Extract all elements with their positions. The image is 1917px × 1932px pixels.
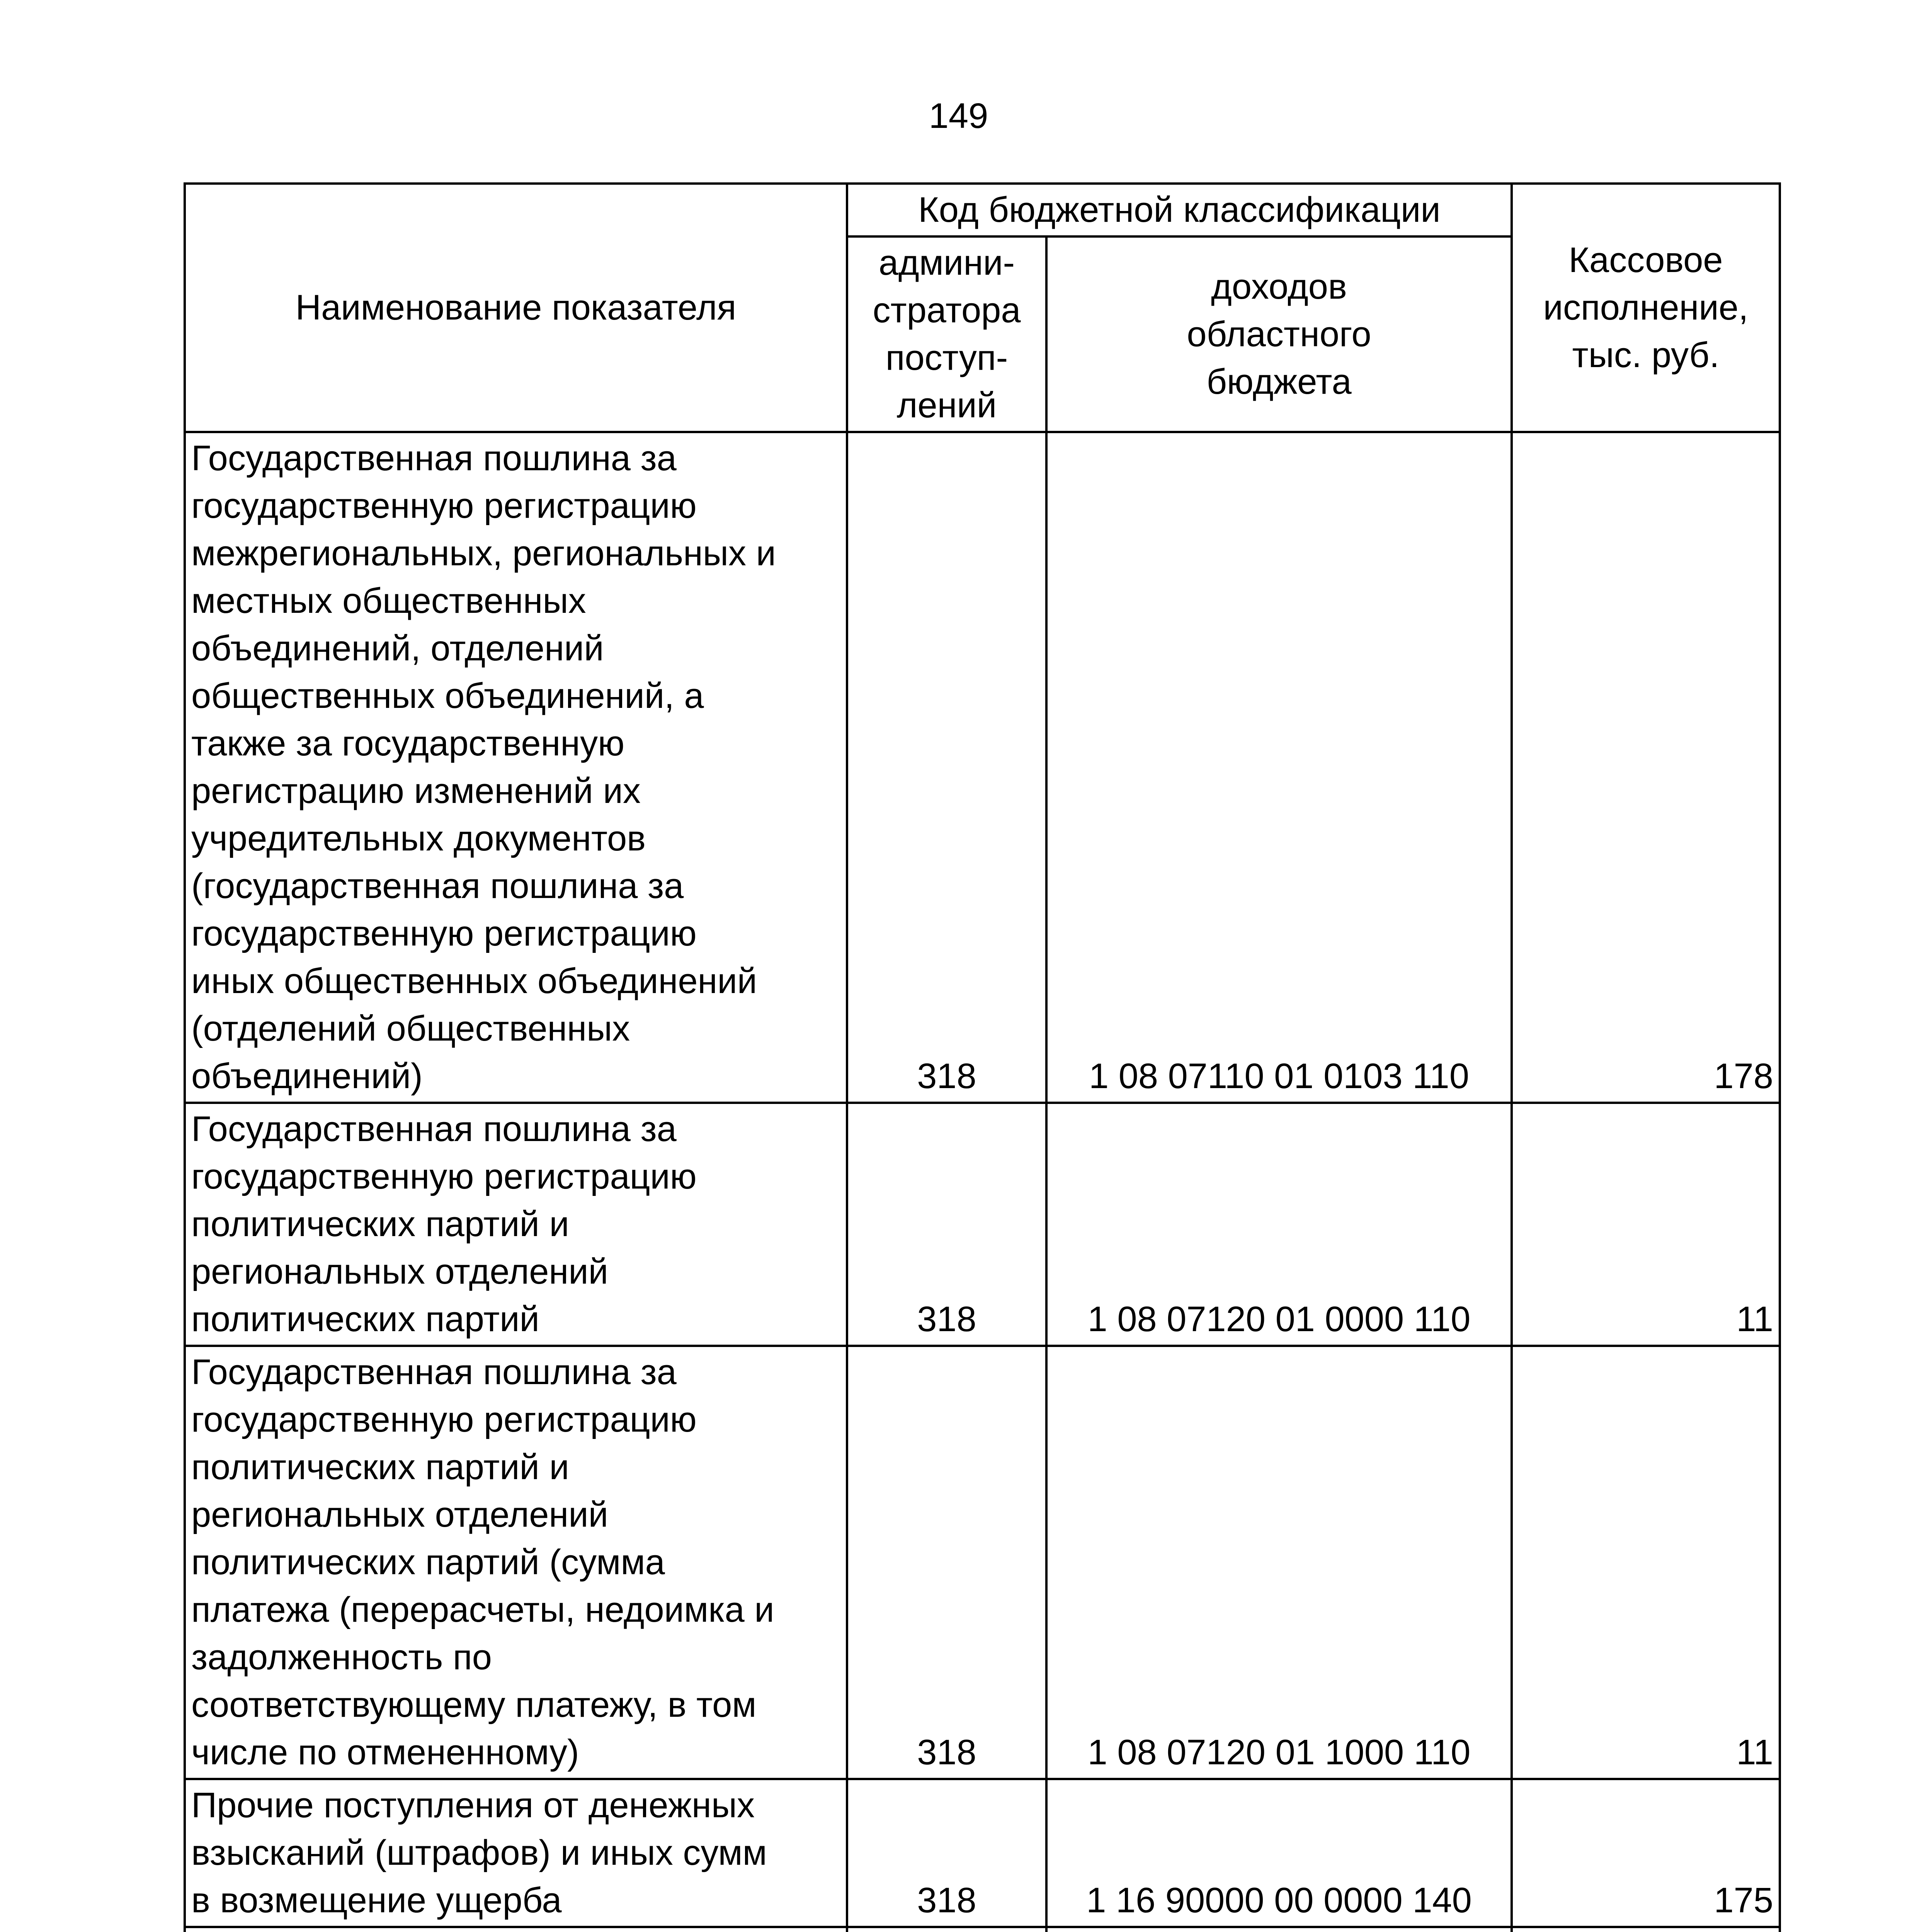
income-code-cell xyxy=(1046,1927,1512,1932)
indicator-name-line: политических партий и xyxy=(191,1447,569,1487)
table-body xyxy=(185,432,1780,1932)
indicator-name-line: учредительных документов xyxy=(191,819,646,858)
header-regional-income: доходов областного бюджета xyxy=(1046,236,1512,432)
indicator-name-line: Прочие поступления от денежных xyxy=(191,1786,755,1825)
indicator-name-line: объединений) xyxy=(191,1056,423,1096)
table-row xyxy=(185,432,1780,1103)
indicator-name-line: Государственная пошлина за xyxy=(191,1352,677,1392)
indicator-name-cell xyxy=(185,1346,847,1779)
indicator-name-line: местных общественных xyxy=(191,581,586,621)
indicator-name-line: государственную регистрацию xyxy=(191,1400,697,1439)
administrator-code-cell: 318 xyxy=(847,1103,1046,1346)
indicator-name-line: государственную регистрацию xyxy=(191,914,697,953)
header-cash-execution: Кассовое исполнение, тыс. руб. xyxy=(1512,184,1780,432)
indicator-name-line: межрегиональных, региональных и xyxy=(191,534,776,573)
indicator-name-line: в возмещение ущерба xyxy=(191,1881,562,1920)
administrator-code-cell: 318 xyxy=(847,1346,1046,1779)
indicator-name-line: (государственная пошлина за xyxy=(191,866,684,906)
indicator-name-cell xyxy=(185,1103,847,1346)
indicator-name-cell xyxy=(185,1927,847,1932)
indicator-name-line: также за государственную xyxy=(191,724,625,763)
indicator-name-line: (отделений общественных xyxy=(191,1009,630,1048)
indicator-name-line: Государственная пошлина за xyxy=(191,439,677,478)
header-indicator-name: Наименование показателя xyxy=(185,184,847,432)
indicator-name-cell xyxy=(185,1779,847,1927)
income-code-cell: 1 16 90000 00 0000 140 xyxy=(1046,1779,1512,1927)
cash-execution-cell: 178 xyxy=(1512,432,1780,1103)
budget-income-table xyxy=(184,182,1781,1932)
indicator-name-cell xyxy=(185,432,847,1103)
administrator-code-cell xyxy=(847,1927,1046,1932)
cash-execution-cell: 11 xyxy=(1512,1346,1780,1779)
indicator-name-line: государственную регистрацию xyxy=(191,486,697,526)
header-administrator: админи- стратора поступ- лений xyxy=(847,236,1046,432)
indicator-name-line: региональных отделений xyxy=(191,1252,608,1291)
page-number: 149 xyxy=(929,96,988,136)
income-code-cell: 1 08 07120 01 0000 110 xyxy=(1046,1103,1512,1346)
indicator-name-line: Государственная пошлина за xyxy=(191,1109,677,1149)
indicator-name-line: платежа (перерасчеты, недоимка и xyxy=(191,1590,774,1629)
income-code-cell: 1 08 07110 01 0103 110 xyxy=(1046,432,1512,1103)
indicator-name-line: иных общественных объединений xyxy=(191,961,757,1001)
administrator-code-cell: 318 xyxy=(847,432,1046,1103)
indicator-name-line xyxy=(191,1930,840,1932)
cash-execution-cell: 175 xyxy=(1512,1779,1780,1927)
indicator-name-line: политических партий и xyxy=(191,1204,569,1244)
indicator-name-line: политических партий xyxy=(191,1299,539,1339)
header-row-top xyxy=(185,184,1780,236)
header-budget-code-group: Код бюджетной классификации xyxy=(847,184,1512,236)
table-row xyxy=(185,1779,1780,1927)
table-row xyxy=(185,1346,1780,1779)
indicator-name-line: числе по отмененному) xyxy=(191,1733,579,1772)
income-code-cell: 1 08 07120 01 1000 110 xyxy=(1046,1346,1512,1779)
indicator-name-line: региональных отделений xyxy=(191,1495,608,1534)
cash-execution-cell xyxy=(1512,1927,1780,1932)
indicator-name-line: регистрацию изменений их xyxy=(191,771,641,811)
indicator-name-line: объединений, отделений xyxy=(191,629,604,668)
indicator-name-line: соответствующему платежу, в том xyxy=(191,1685,757,1725)
administrator-code-cell: 318 xyxy=(847,1779,1046,1927)
indicator-name-line: политических партий (сумма xyxy=(191,1543,665,1582)
table-row xyxy=(185,1927,1780,1932)
cash-execution-cell: 11 xyxy=(1512,1103,1780,1346)
indicator-name-line: общественных объединений, а xyxy=(191,676,704,716)
indicator-name-line: взысканий (штрафов) и иных сумм xyxy=(191,1833,767,1872)
table-row xyxy=(185,1103,1780,1346)
indicator-name-line: государственную регистрацию xyxy=(191,1157,697,1196)
indicator-name-line: задолженность по xyxy=(191,1638,492,1677)
